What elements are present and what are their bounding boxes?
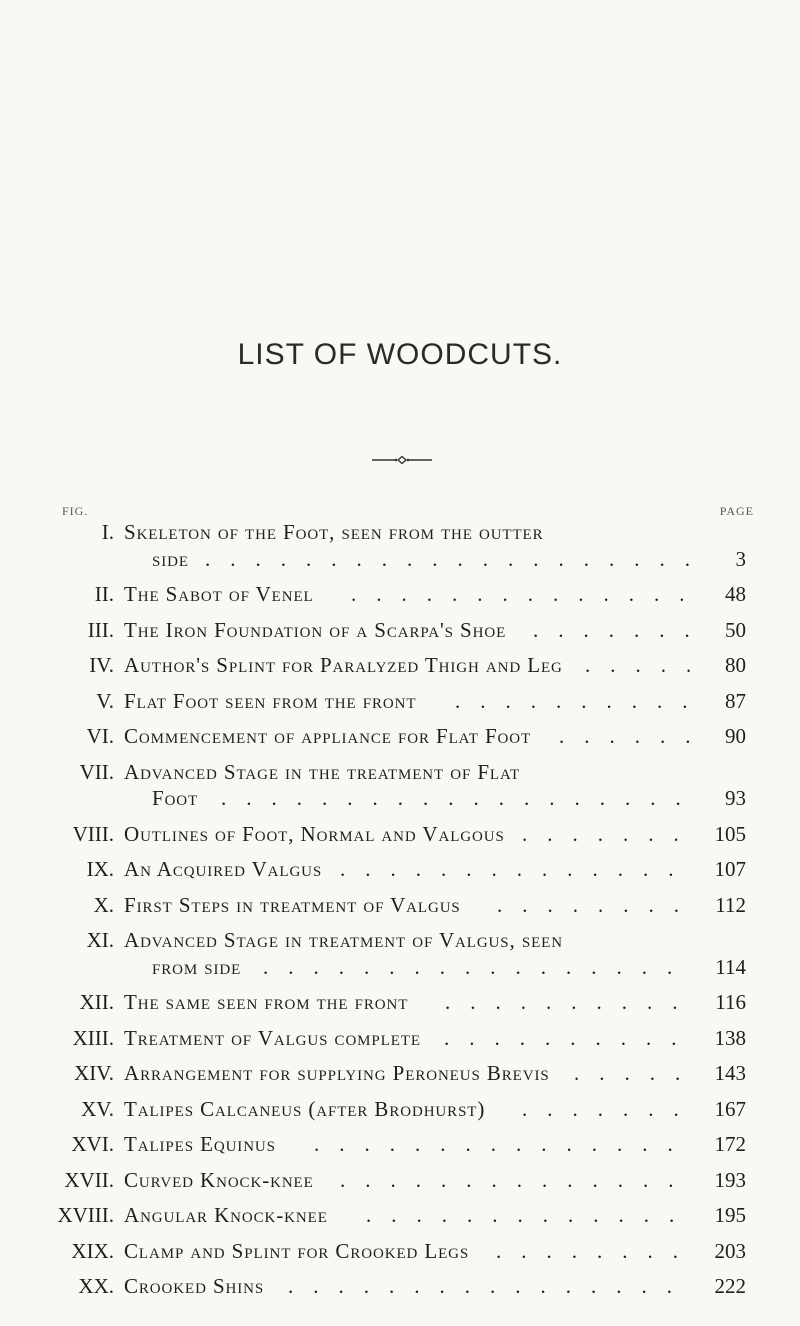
figure-number: XVIII. <box>57 1203 114 1227</box>
figure-number: XIII. <box>72 1025 114 1050</box>
page-number: 143 <box>714 1061 746 1085</box>
woodcut-title: Crooked Shins <box>124 1274 265 1298</box>
woodcut-title: Commencement of appliance for Flat Foot <box>124 724 532 748</box>
leader-dots: ....... <box>533 617 710 642</box>
leader-dots: .......... <box>445 990 698 1014</box>
page-number: 93 <box>725 786 746 810</box>
figure-number: XX. <box>78 1274 114 1298</box>
page-number: 112 <box>715 892 746 917</box>
woodcut-title: Flat Foot seen from the front <box>124 688 417 713</box>
woodcut-title: The same seen from the front <box>124 990 409 1014</box>
page-number: 114 <box>715 954 746 979</box>
woodcut-title: Advanced Stage in treatment of Valgus, seen <box>124 928 563 952</box>
leader-dots: ..... <box>574 1061 701 1085</box>
leader-dots: .............. <box>340 1167 694 1192</box>
woodcut-title-continued: side <box>152 546 189 571</box>
page-title: LIST OF WOODCUTS. <box>237 338 563 371</box>
leader-dots: ...... <box>559 724 711 748</box>
page-number: 50 <box>725 617 746 642</box>
figure-number: VI. <box>86 724 114 748</box>
figure-number: I. <box>101 520 114 544</box>
leader-dots: ............. <box>366 1203 695 1227</box>
woodcut-title: Skeleton of the Foot, seen from the outter <box>124 520 544 544</box>
leader-dots: .......... <box>444 1025 697 1050</box>
page-number: 90 <box>725 724 746 748</box>
page-number: 167 <box>714 1096 746 1121</box>
figure-number: II. <box>94 582 114 606</box>
figure-number: V. <box>96 688 114 713</box>
woodcut-title: Angular Knock-knee <box>124 1203 328 1227</box>
woodcut-title: The Sabot of Venel <box>124 582 314 606</box>
leader-dots: ............... <box>314 1132 693 1156</box>
figure-number: X. <box>93 892 114 917</box>
ornament-divider <box>372 455 432 465</box>
page-number: 116 <box>715 990 746 1014</box>
page-number: 203 <box>714 1238 746 1263</box>
woodcut-title: Talipes Equinus <box>124 1132 276 1156</box>
woodcut-title: The Iron Foundation of a Scarpa's Shoe <box>124 617 507 642</box>
woodcut-title: Clamp and Splint for Crooked Legs <box>124 1238 470 1263</box>
figure-number: XVI. <box>71 1132 114 1156</box>
page-number: 222 <box>714 1274 746 1298</box>
woodcut-title: Treatment of Valgus complete <box>124 1025 421 1050</box>
page-number: 107 <box>714 857 746 881</box>
page-number: 105 <box>714 821 746 846</box>
leader-dots: ....... <box>522 1096 699 1121</box>
page-number: 3 <box>735 546 746 571</box>
woodcut-title: Curved Knock-knee <box>124 1167 314 1192</box>
leader-dots: ........ <box>496 1238 698 1263</box>
woodcut-title: Outlines of Foot, Normal and Valgous <box>124 821 505 846</box>
figure-number: XV. <box>81 1096 114 1121</box>
leader-dots: ........ <box>497 892 699 917</box>
woodcut-title: Advanced Stage in the treatment of Flat <box>124 759 521 784</box>
page-number: 87 <box>725 688 746 713</box>
leader-dots: ................. <box>263 954 693 979</box>
page-number: 195 <box>714 1203 746 1227</box>
page-number: 80 <box>725 653 746 677</box>
page-number: 138 <box>714 1025 746 1050</box>
figure-number: XIX. <box>71 1238 114 1263</box>
woodcut-title: Author's Splint for Paralyzed Thigh and Leg <box>124 653 563 677</box>
figure-number: XIV. <box>74 1061 114 1085</box>
figure-number: VII. <box>79 759 114 784</box>
woodcut-title-continued: Foot <box>152 786 199 810</box>
woodcut-title: An Acquired Valgus <box>124 857 323 881</box>
page-column-header: PAGE <box>719 504 754 518</box>
page-number: 48 <box>725 582 746 606</box>
woodcut-title: First Steps in treatment of Valgus <box>124 892 461 917</box>
leader-dots: ................... <box>221 786 701 810</box>
figure-number: IX. <box>86 857 114 881</box>
page-number: 172 <box>714 1132 746 1156</box>
leader-dots: ..... <box>585 653 712 677</box>
leader-dots: .................... <box>205 546 710 571</box>
figure-number: IV. <box>89 653 114 677</box>
leader-dots: ................ <box>288 1274 692 1298</box>
figure-number: VIII. <box>72 821 114 846</box>
fig-column-header: FIG. <box>62 504 89 518</box>
figure-number: XII. <box>79 990 114 1014</box>
leader-dots: .............. <box>351 582 705 606</box>
woodcut-title-continued: from side <box>152 954 242 979</box>
figure-number: XVII. <box>64 1167 114 1192</box>
page-number: 193 <box>714 1167 746 1192</box>
figure-number: XI. <box>86 928 114 952</box>
figure-number: III. <box>87 617 114 642</box>
woodcut-title: Talipes Calcaneus (after Brodhurst) <box>124 1096 486 1121</box>
leader-dots: .......... <box>455 688 708 713</box>
leader-dots: .............. <box>340 857 694 881</box>
leader-dots: ....... <box>522 821 699 846</box>
woodcut-title: Arrangement for supplying Peroneus Brevis <box>124 1061 550 1085</box>
